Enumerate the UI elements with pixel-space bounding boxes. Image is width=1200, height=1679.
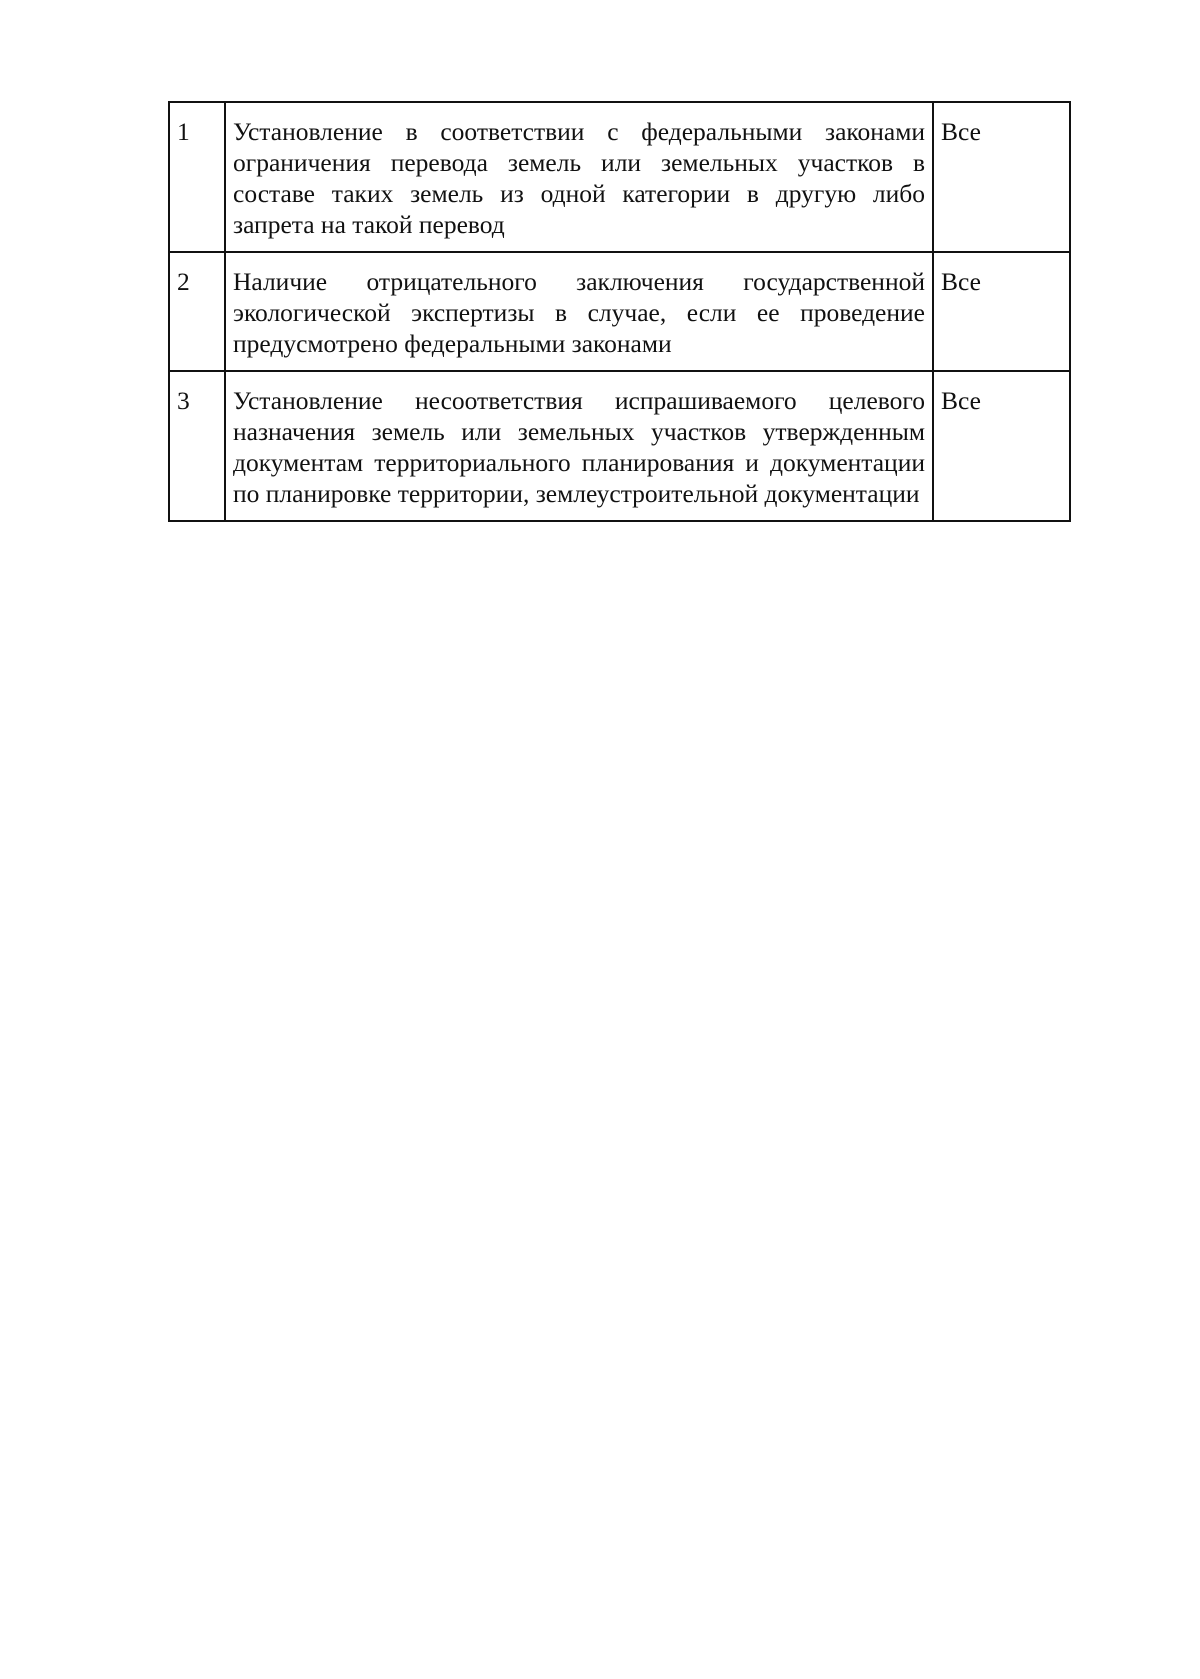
row-number: 3 [169, 371, 225, 521]
row-description: Наличие отрицательного заключения государственной экологической экспертизы в случае, если ее проведение предусмотрено федеральными законами [225, 252, 933, 371]
table-row [169, 371, 1070, 521]
row-number: 2 [169, 252, 225, 371]
row-scope: Все [933, 252, 1070, 371]
row-description: Установление в соответствии с федеральными законами ограничения перевода земель или земельных участков в составе таких земель из одной категории в другую либо запрета на такой перевод [225, 102, 933, 252]
table-row [169, 252, 1070, 371]
row-scope: Все [933, 102, 1070, 252]
table-row [169, 102, 1070, 252]
row-description: Установление несоответствия испрашиваемого целевого назначения земель или земельных участков утвержденным документам территориального планирования и документации по планировке территории, землеустроительной документации [225, 371, 933, 521]
row-scope: Все [933, 371, 1070, 521]
row-number: 1 [169, 102, 225, 252]
refusal-grounds-table [168, 101, 1071, 522]
